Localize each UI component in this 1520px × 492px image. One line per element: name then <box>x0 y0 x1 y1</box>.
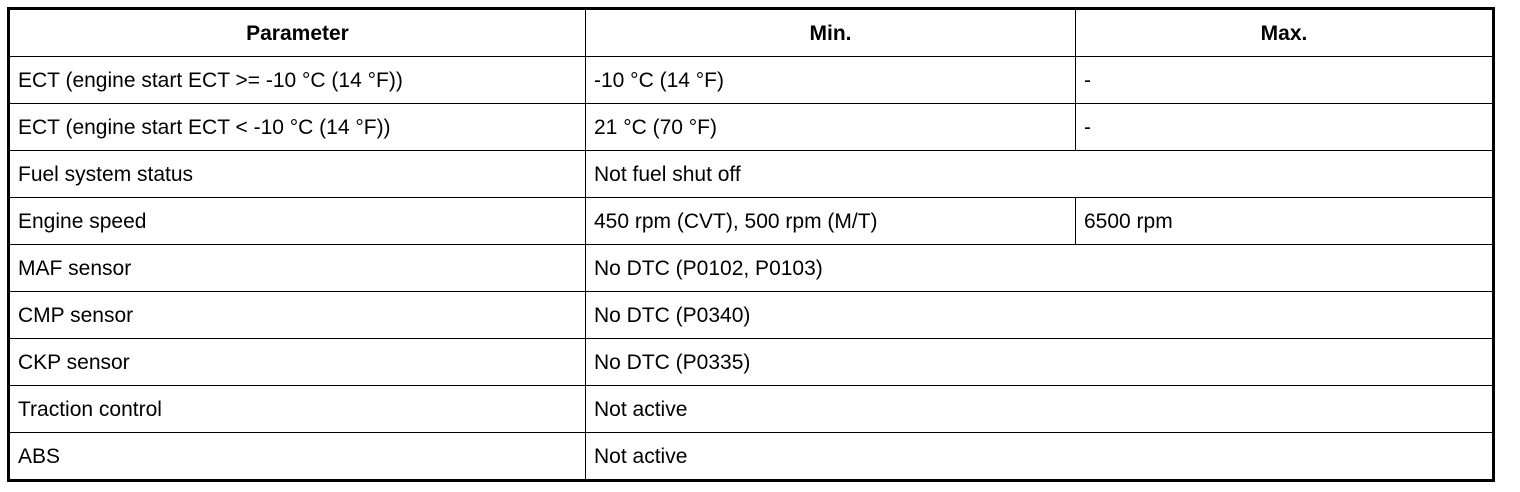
table-row <box>9 245 1494 292</box>
row-value: Not fuel shut off <box>586 151 1494 198</box>
row-value: No DTC (P0335) <box>586 339 1494 386</box>
row-parameter: MAF sensor <box>9 245 586 292</box>
row-max: 6500 rpm <box>1076 198 1494 245</box>
table-row <box>9 151 1494 198</box>
row-parameter: Fuel system status <box>9 151 586 198</box>
row-parameter: ECT (engine start ECT < -10 °C (14 °F)) <box>9 104 586 151</box>
header-min: Min. <box>586 9 1076 57</box>
row-max: - <box>1076 57 1494 104</box>
row-min: 21 °C (70 °F) <box>586 104 1076 151</box>
table-row <box>9 339 1494 386</box>
table-row <box>9 198 1494 245</box>
table-row <box>9 57 1494 104</box>
header-parameter: Parameter <box>9 9 586 57</box>
row-parameter: ABS <box>9 433 586 481</box>
row-min: -10 °C (14 °F) <box>586 57 1076 104</box>
row-max: - <box>1076 104 1494 151</box>
row-parameter: Traction control <box>9 386 586 433</box>
row-parameter: Engine speed <box>9 198 586 245</box>
table-row <box>9 433 1494 481</box>
row-min: 450 rpm (CVT), 500 rpm (M/T) <box>586 198 1076 245</box>
row-parameter: ECT (engine start ECT >= -10 °C (14 °F)) <box>9 57 586 104</box>
row-value: Not active <box>586 386 1494 433</box>
header-max: Max. <box>1076 9 1494 57</box>
header-row <box>9 9 1494 57</box>
row-value: No DTC (P0102, P0103) <box>586 245 1494 292</box>
row-value: Not active <box>586 433 1494 481</box>
table-row <box>9 386 1494 433</box>
parameter-table <box>7 7 1495 482</box>
row-parameter: CMP sensor <box>9 292 586 339</box>
table-row <box>9 292 1494 339</box>
row-value: No DTC (P0340) <box>586 292 1494 339</box>
table-row <box>9 104 1494 151</box>
row-parameter: CKP sensor <box>9 339 586 386</box>
